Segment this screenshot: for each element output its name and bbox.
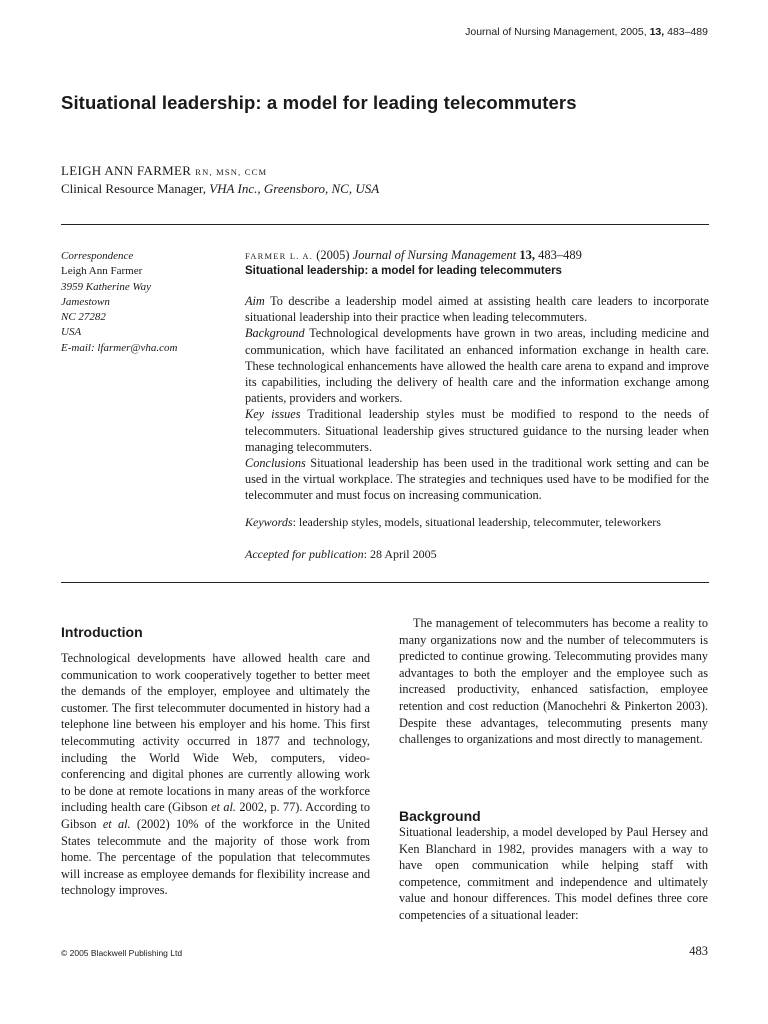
copyright: © 2005 Blackwell Publishing Ltd (61, 948, 183, 958)
background-body (399, 824, 708, 924)
author-credentials: RN, MSN, CCM (195, 167, 268, 177)
divider-top (61, 224, 709, 225)
telecommuting-paragraph (399, 615, 708, 748)
divider-bottom (61, 582, 709, 583)
author-organization: VHA Inc., Greensboro, NC, USA (209, 181, 380, 196)
correspondence-zip: NC 27282 (61, 311, 106, 324)
intro-text-2: 2002, p. 77). According to Gibson (61, 800, 370, 831)
abstract-conclusions-text: Situational leadership has been used in the traditional work setting and can be used in the virtual workplace. The strategies and techniques used have to be modified for the telecommuter and must focus on increasing communication. (245, 456, 709, 503)
journal-pages: 483–489 (667, 26, 708, 38)
abstract-background (245, 325, 709, 406)
keywords-text: : leadership styles, models, situational leadership, telecommuter, teleworkers (292, 515, 661, 529)
correspondence-street: 3959 Katherine Way (61, 280, 152, 293)
author-name-line (61, 163, 267, 179)
abstract-background-text: Technological developments have grown in two areas, including medicine and communication, which have facilitated an enhanced information exchange in health care. These technological enhancements have allowed the health care arena to expand and improve its capabilities, including the delivery of health care and the information exchange among patients, providers and workers. (245, 326, 709, 406)
citation-line (245, 248, 582, 263)
abstract-conclusions-label: Conclusions (245, 456, 306, 471)
abstract-background-label: Background (245, 326, 305, 341)
abstract-title: Situational leadership: a model for leading telecommuters (245, 265, 562, 277)
intro-text-3: (2002) 10% of the workforce in the United States telecommute and the majority of those work from home. The percentage of the population that telecommutes will increase as employee demands for flexibility increase and technology improves. (61, 816, 370, 898)
abstract-key-issues (245, 406, 709, 455)
accepted-date-value: : 28 April 2005 (363, 547, 437, 561)
abstract-key-issues-label: Key issues (245, 407, 301, 422)
introduction-heading: Introduction (61, 624, 143, 640)
abstract-aim-label: Aim (245, 294, 265, 308)
abstract-aim (245, 293, 709, 325)
abstract (245, 293, 709, 504)
journal-volume: 13, (649, 26, 665, 38)
correspondence-name: Leigh Ann Farmer (61, 265, 143, 278)
journal-header (465, 26, 708, 38)
background-text: Situational leadership, a model developed by Paul Hersey and Ken Blanchard in 1982, provides managers with a way to have open communication while helping staff with competence, commitment and independence and ultimately value and honour differences. This model defines three core competencies of a situational leader: (399, 825, 708, 922)
page-number: 483 (689, 944, 708, 958)
author-affiliation (61, 181, 379, 197)
intro-text-1: Technological developments have allowed health care and communication to work cooperatively together to better meet the demands of the employer, employee and ultimately the customer. The first telecommuter documented in history had a telephone line between his employer and his home. This first telecommuting activity occurred in 1877 and technology, including the World Wide Web, computers, video-conferencing and digital phones are currently allowing work to be done at remote locations in many areas of the workforce including health care (Gibson (61, 651, 370, 815)
correspondence-label: Correspondence (61, 250, 134, 262)
intro-etal-2: et al. (102, 816, 131, 831)
citation-author: FARMER L. A. (245, 251, 314, 261)
citation-pages: 483–489 (538, 248, 582, 262)
citation-journal: Journal of Nursing Management (352, 248, 517, 262)
accepted-label: Accepted for publication (245, 547, 364, 561)
correspondence-country: USA (61, 326, 82, 339)
keywords-label: Keywords (245, 515, 293, 529)
correspondence-block (61, 249, 177, 356)
abstract-key-issues-text: Traditional leadership styles must be modified to respond to the needs of telecommuters. Situational leadership gives structured guidance to the nursing leader when managing telecommuters. (245, 407, 709, 454)
introduction-body (61, 650, 370, 899)
background-heading: Background (399, 808, 481, 824)
citation-volume: 13, (519, 248, 535, 262)
accepted-date (245, 547, 437, 562)
abstract-aim-text: To describe a leadership model aimed at assisting health care leaders to incorporate situational leadership into their practice when leading telecommuters. (245, 294, 709, 325)
correspondence-city: Jamestown (61, 295, 110, 308)
abstract-conclusions (245, 455, 709, 504)
author-name: LEIGH ANN FARMER (61, 163, 192, 178)
telecommuting-text: The management of telecommuters has become a reality to many organizations now and the number of telecommuters is predicted to continue growing. Telecommuting provides many advantages to both the employer and the employee such as increased productivity, enhanced satisfaction, employee retention and cost reduction (Manochehri & Pinkerton 2003). Despite these advantages, telecommuting presents many challenges to organizations and most directly to management. (399, 616, 708, 747)
author-position: Clinical Resource Manager, (61, 181, 206, 196)
correspondence-email[interactable]: E-mail: lfarmer@vha.com (61, 341, 178, 354)
citation-year: (2005) (316, 248, 350, 262)
keywords (245, 515, 709, 530)
page-title: Situational leadership: a model for leading telecommuters (61, 92, 577, 113)
journal-citation: Journal of Nursing Management, 2005, (465, 26, 647, 38)
intro-etal-1: et al. (211, 800, 236, 815)
